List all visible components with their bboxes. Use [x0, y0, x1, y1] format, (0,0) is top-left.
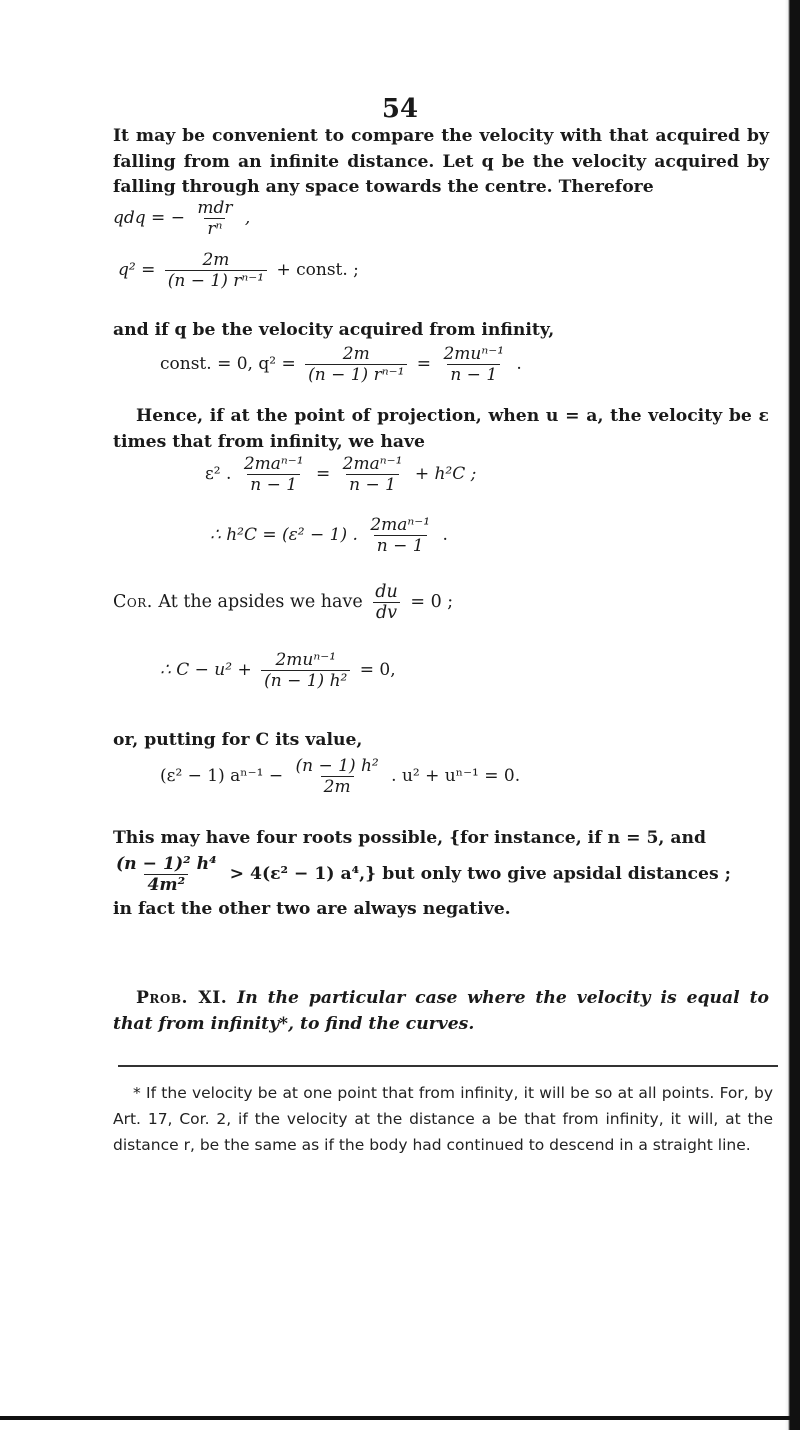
equation-apsides: ∴ C − u² + $\frac{\text{2muⁿ⁻¹}}{\text{(n − 1) h²}}$ = 0, — [160, 650, 396, 691]
equation-h2c: ∴ h²C = (ε² − 1) . $\frac{\text{2maⁿ⁻¹}}{n - 1}$ . — [210, 515, 448, 556]
equation-qdq: qdq = − $\frac{\text{mdr}}{\text{rⁿ}}$ , — [113, 198, 251, 239]
footnote-rule — [118, 1065, 778, 1067]
paragraph-four-roots: This may have four roots possible, {for instance, if n = 5, and $\frac{\text{(n − 1)² h⁴}}{\text{4m²}}$ > 4(ε² − 1) a⁴,} but only two give apsidal distances ; in fact the other two are always negative. — [113, 828, 731, 919]
page-number: 54 — [381, 94, 419, 124]
equation-epsilon: ε² . $\frac{\text{2maⁿ⁻¹}}{n - 1}$ = $\frac{\text{2maⁿ⁻¹}}{n - 1}$ + h²C ; — [205, 454, 477, 495]
page-bottom-edge — [0, 1416, 800, 1420]
paragraph-projection: Hence, if at the point of projection, when u = a, the velocity be ε times that from infinity, we have — [113, 406, 769, 452]
footnote: * If the velocity be at one point that from infinity, it will be so at all points. For, by Art. 17, Cor. 2, if the velocity at the distance a be that from infinity, it will, at the distance r, be the same as if the body had continued to descend in a straight line. — [113, 1084, 773, 1154]
paragraph-putting: or, putting for C its value, — [113, 730, 363, 750]
equation-roots: (ε² − 1) aⁿ⁻¹ − $\frac{\text{(n − 1) h²}}{2m}$ . u² + uⁿ⁻¹ = 0. — [160, 756, 521, 797]
equation-const-zero: const. = 0, q² = $\frac{2m}{\text{(n − 1) rⁿ⁻¹}}$ = $\frac{\text{2muⁿ⁻¹}}{n - 1}$ . — [160, 344, 522, 385]
page-edge-shadow — [785, 0, 800, 1430]
problem-label: Prob. XI. — [136, 988, 228, 1008]
corollary-label: Cor. — [113, 592, 153, 612]
corollary-line: Cor. At the apsides we have $\frac{du}{dv}$ = 0 ; — [113, 582, 454, 623]
problem-statement: Prob. XI. In the particular case where the velocity is equal to that from infinity*, to find the curves. — [113, 988, 770, 1034]
paragraph-intro: It may be convenient to compare the velocity with that acquired by falling from an infinite distance. Let q be the velocity acquired by falling through any space towards the centre. Therefore — [113, 126, 769, 197]
equation-q-squared: q² = $\frac{2m}{\text{(n − 1) rⁿ⁻¹}}$ + const. ; — [118, 250, 359, 291]
paragraph-infinity: and if q be the velocity acquired from infinity, — [113, 320, 555, 340]
